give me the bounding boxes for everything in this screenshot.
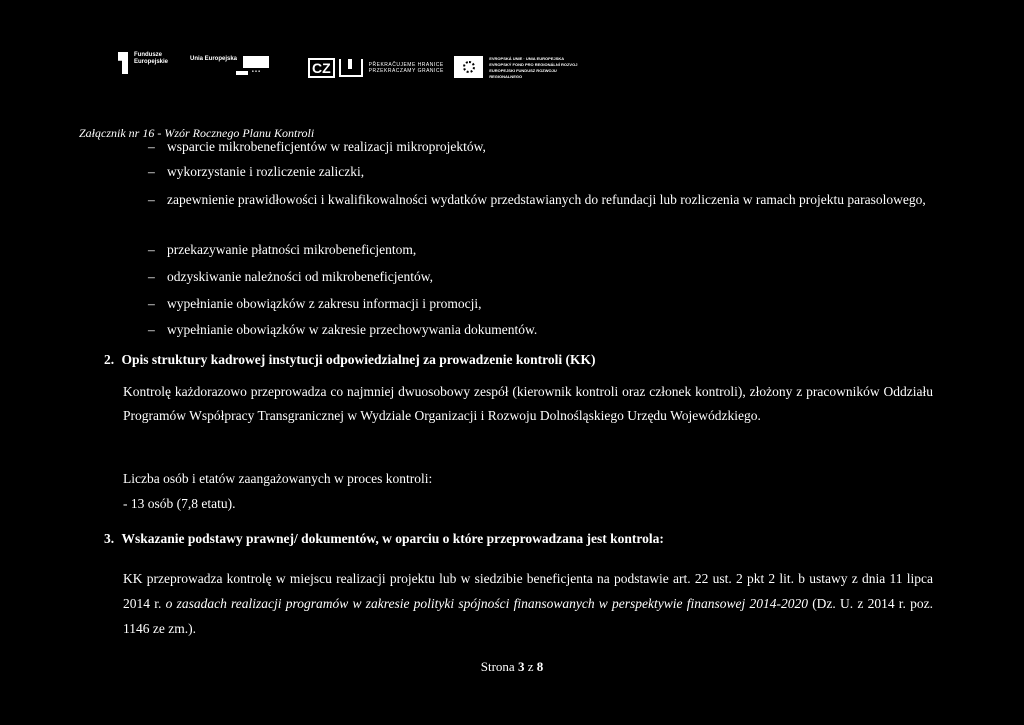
cz-logo-line1: PŘEKRAČUJEME HRANICE <box>368 62 444 68</box>
erdf-logo-line3: EUROPEJSKI FUNDUSZ ROZWOJU REGIONALNEGO <box>489 68 557 79</box>
page-label: Strona <box>480 659 515 674</box>
eu-flag-base-icon <box>236 71 248 75</box>
eu-dots-icon: • • • <box>252 69 261 75</box>
bullet-dash: – <box>148 296 155 311</box>
section-2-number: 2. <box>104 352 115 367</box>
bullet-dash: – <box>148 242 155 257</box>
cz-logo-text: CZ <box>308 58 335 78</box>
eu-logo-text: Unia Europejska <box>190 56 238 62</box>
erdf-logo-line1: EVROPSKÁ UNIE · UNIA EUROPEJSKA <box>489 56 565 61</box>
section-3-heading <box>104 531 664 547</box>
section-2-heading <box>104 352 596 368</box>
section-2-paragraph: Kontrolę każdorazowo przeprowadza co najmniej dwuosobowy zespół (kierownik kontroli oraz członek kontroli), złożony z pracowników Oddziału Programów Współpracy Transgranicznej w Wydziale Organizacji i Rozwoju Dolnośląskiego Urzędu Wojewódzkiego. <box>123 384 933 423</box>
bullet-dash: – <box>148 269 155 284</box>
section-2-count-label: Liczba osób i etatów zaangażowanych w proces kontroli: <box>123 471 433 486</box>
bullet-item: wsparcie mikrobeneficjentów w realizacji mikroprojektów, <box>167 139 486 154</box>
page-separator: z <box>527 659 534 674</box>
section-3-text-end: (Dz. U. z 2014 r. poz. 1146 ze zm.). <box>123 596 934 636</box>
eu-funds-mark-icon <box>118 52 128 74</box>
page-total: 8 <box>536 659 544 674</box>
cz-logo-line2: PRZEKRACZAMY GRANICE <box>368 68 444 74</box>
eu-stars-flag-icon <box>454 56 483 78</box>
section-3-title: Wskazanie podstawy prawnej/ dokumentów, w oparciu o które przeprowadzana jest kontrola: <box>121 531 664 546</box>
section-2-count-value: - 13 osób (7,8 etatu). <box>123 496 236 511</box>
header-logos <box>118 52 588 82</box>
bullet-item: odzyskiwanie należności od mikrobeneficjentów, <box>167 269 434 284</box>
bullet-item: wykorzystanie i rozliczenie zaliczki, <box>167 164 365 179</box>
erdf-logo <box>454 56 588 80</box>
section-3-act-title: o zasadach realizacji programów w zakresie polityki spójności finansowanych w perspektywie finansowej 2014-2020 <box>165 596 808 611</box>
section-3-number: 3. <box>104 531 115 546</box>
bullet-item: przekazywanie płatności mikrobeneficjentom, <box>167 242 417 257</box>
eu-funds-logo <box>118 52 168 74</box>
interreg-cz-pl-logo <box>308 58 444 78</box>
bullet-dash: – <box>148 322 155 337</box>
bullet-dash: – <box>148 139 155 154</box>
eu-funds-line1: Fundusze <box>134 52 162 58</box>
pl-logo-mark-icon <box>339 59 363 77</box>
eu-logo <box>190 56 269 75</box>
eu-funds-line2: Europejskie <box>134 59 169 65</box>
bullet-item: wypełnianie obowiązków w zakresie przechowywania dokumentów. <box>167 322 538 337</box>
bullet-dash: – <box>148 192 155 207</box>
bullet-item: zapewnienie prawidłowości i kwalifikowalności wydatków przedstawianych do refundacji lub rozliczenia w ramach projektu parasolowego, <box>167 192 926 207</box>
annex-title: Załącznik nr 16 - Wzór Rocznego Planu Kontroli <box>79 126 315 140</box>
bullet-item: wypełnianie obowiązków z zakresu informacji i promocji, <box>167 296 482 311</box>
section-3-text-start: KK przeprowadza kontrolę w miejscu realizacji projektu lub w siedzibie beneficjenta na podstawie art. 22 ust. 2 pkt 2 lit. b ustawy z dnia 11 lipca 2014 r. <box>123 571 933 611</box>
section-3-paragraph <box>123 566 933 641</box>
section-2-title: Opis struktury kadrowej instytucji odpowiedzialnej za prowadzenie kontroli (KK) <box>121 352 596 367</box>
erdf-logo-line2: EVROPSKÝ FOND PRO REGIONÁLNÍ ROZVOJ <box>489 62 578 67</box>
bullet-dash: – <box>148 164 155 179</box>
page-current: 3 <box>517 659 525 674</box>
eu-flag-icon <box>243 56 269 68</box>
page-footer <box>0 659 1024 675</box>
